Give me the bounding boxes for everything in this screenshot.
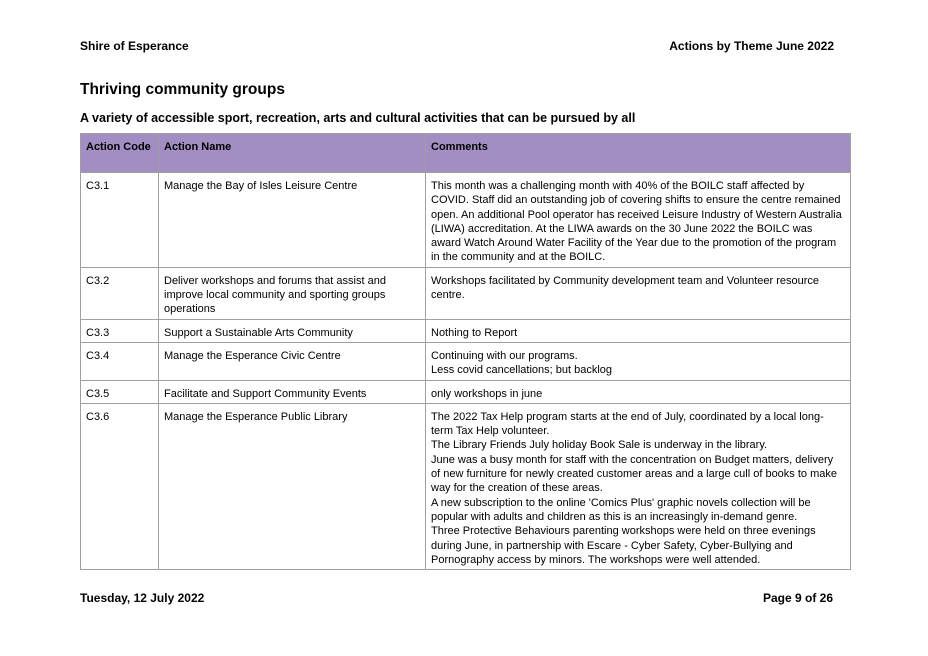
comment-text: only workshops in june xyxy=(431,387,543,400)
comments-cell xyxy=(426,380,851,403)
action-code-cell: C3.3 xyxy=(81,319,159,342)
organization-name: Shire of Esperance xyxy=(80,39,189,53)
section-title: Thriving community groups xyxy=(80,81,285,98)
action-name-cell: Manage the Bay of Isles Leisure Centre xyxy=(159,173,426,268)
table-row xyxy=(81,380,851,403)
action-code-cell: C3.2 xyxy=(81,267,159,319)
comments-cell xyxy=(426,342,851,380)
comment-text: Less covid cancellations; but backlog xyxy=(431,364,612,377)
action-name-cell: Support a Sustainable Arts Community xyxy=(159,319,426,342)
report-title: Actions by Theme June 2022 xyxy=(669,39,834,53)
table-row xyxy=(81,267,851,319)
comment-text: Nothing to Report xyxy=(431,326,518,339)
actions-table xyxy=(80,133,851,570)
comment-text: Workshops facilitated by Community development team and Volunteer resource centre. xyxy=(431,274,820,302)
action-name-cell: Manage the Esperance Civic Centre xyxy=(159,342,426,380)
action-name-cell: Deliver workshops and forums that assist and improve local community and sporting groups operations xyxy=(159,267,426,319)
table-body xyxy=(81,173,851,570)
action-name-cell: Manage the Esperance Public Library xyxy=(159,403,426,569)
table-row xyxy=(81,403,851,569)
action-code-cell: C3.1 xyxy=(81,173,159,268)
section-subtitle: A variety of accessible sport, recreation, arts and cultural activities that can be pursued by all xyxy=(80,111,636,125)
comments-cell xyxy=(426,403,851,569)
column-header-action-name: Action Name xyxy=(159,134,426,173)
action-name-cell: Facilitate and Support Community Events xyxy=(159,380,426,403)
comment-text: Continuing with our programs. xyxy=(431,349,578,362)
comment-text: The 2022 Tax Help program starts at the end of July, coordinated by a local long-term Tax Help volunteer. xyxy=(431,410,824,438)
action-code-cell: C3.5 xyxy=(81,380,159,403)
action-code-cell: C3.4 xyxy=(81,342,159,380)
comment-text: This month was a challenging month with 40% of the BOILC staff affected by COVID. Staff did an outstanding job of covering shifts to ensure the centre remained open. An additional Pool operator has received Leisure Industry of Western Australia (LIWA) accreditation. At the LIWA awards on the 30 June 2022 the BOILC was award Watch Around Water Facility of the Year due to the promotion of the program in the community and at the BOILC. xyxy=(431,180,842,264)
column-header-comments: Comments xyxy=(426,134,851,173)
comment-text: Three Protective Behaviours parenting workshops were held on three evenings during June, in partnership with Escare - Cyber Safety, Cyber-Bullying and Pornography access by minors. The workshops were well attended. xyxy=(431,525,816,566)
table-row xyxy=(81,319,851,342)
table-row xyxy=(81,173,851,268)
column-header-action-code: Action Code xyxy=(81,134,159,173)
comment-text: The Library Friends July holiday Book Sale is underway in the library. xyxy=(431,439,768,452)
comment-text: June was a busy month for staff with the concentration on Budget matters, delivery of new furniture for newly created customer areas and a large cull of books to make way for the creation of these areas. xyxy=(431,453,837,495)
comments-cell xyxy=(426,267,851,319)
comment-text: A new subscription to the online 'Comics Plus' graphic novels collection will be popular with adults and children as this is an increasingly in-demand genre. xyxy=(431,496,811,523)
table-header-row xyxy=(81,134,851,173)
action-code-cell: C3.6 xyxy=(81,403,159,569)
report-date: Tuesday, 12 July 2022 xyxy=(80,591,205,605)
comments-cell xyxy=(426,319,851,342)
comments-cell xyxy=(426,173,851,268)
table-row xyxy=(81,342,851,380)
page-number: Page 9 of 26 xyxy=(762,591,833,605)
